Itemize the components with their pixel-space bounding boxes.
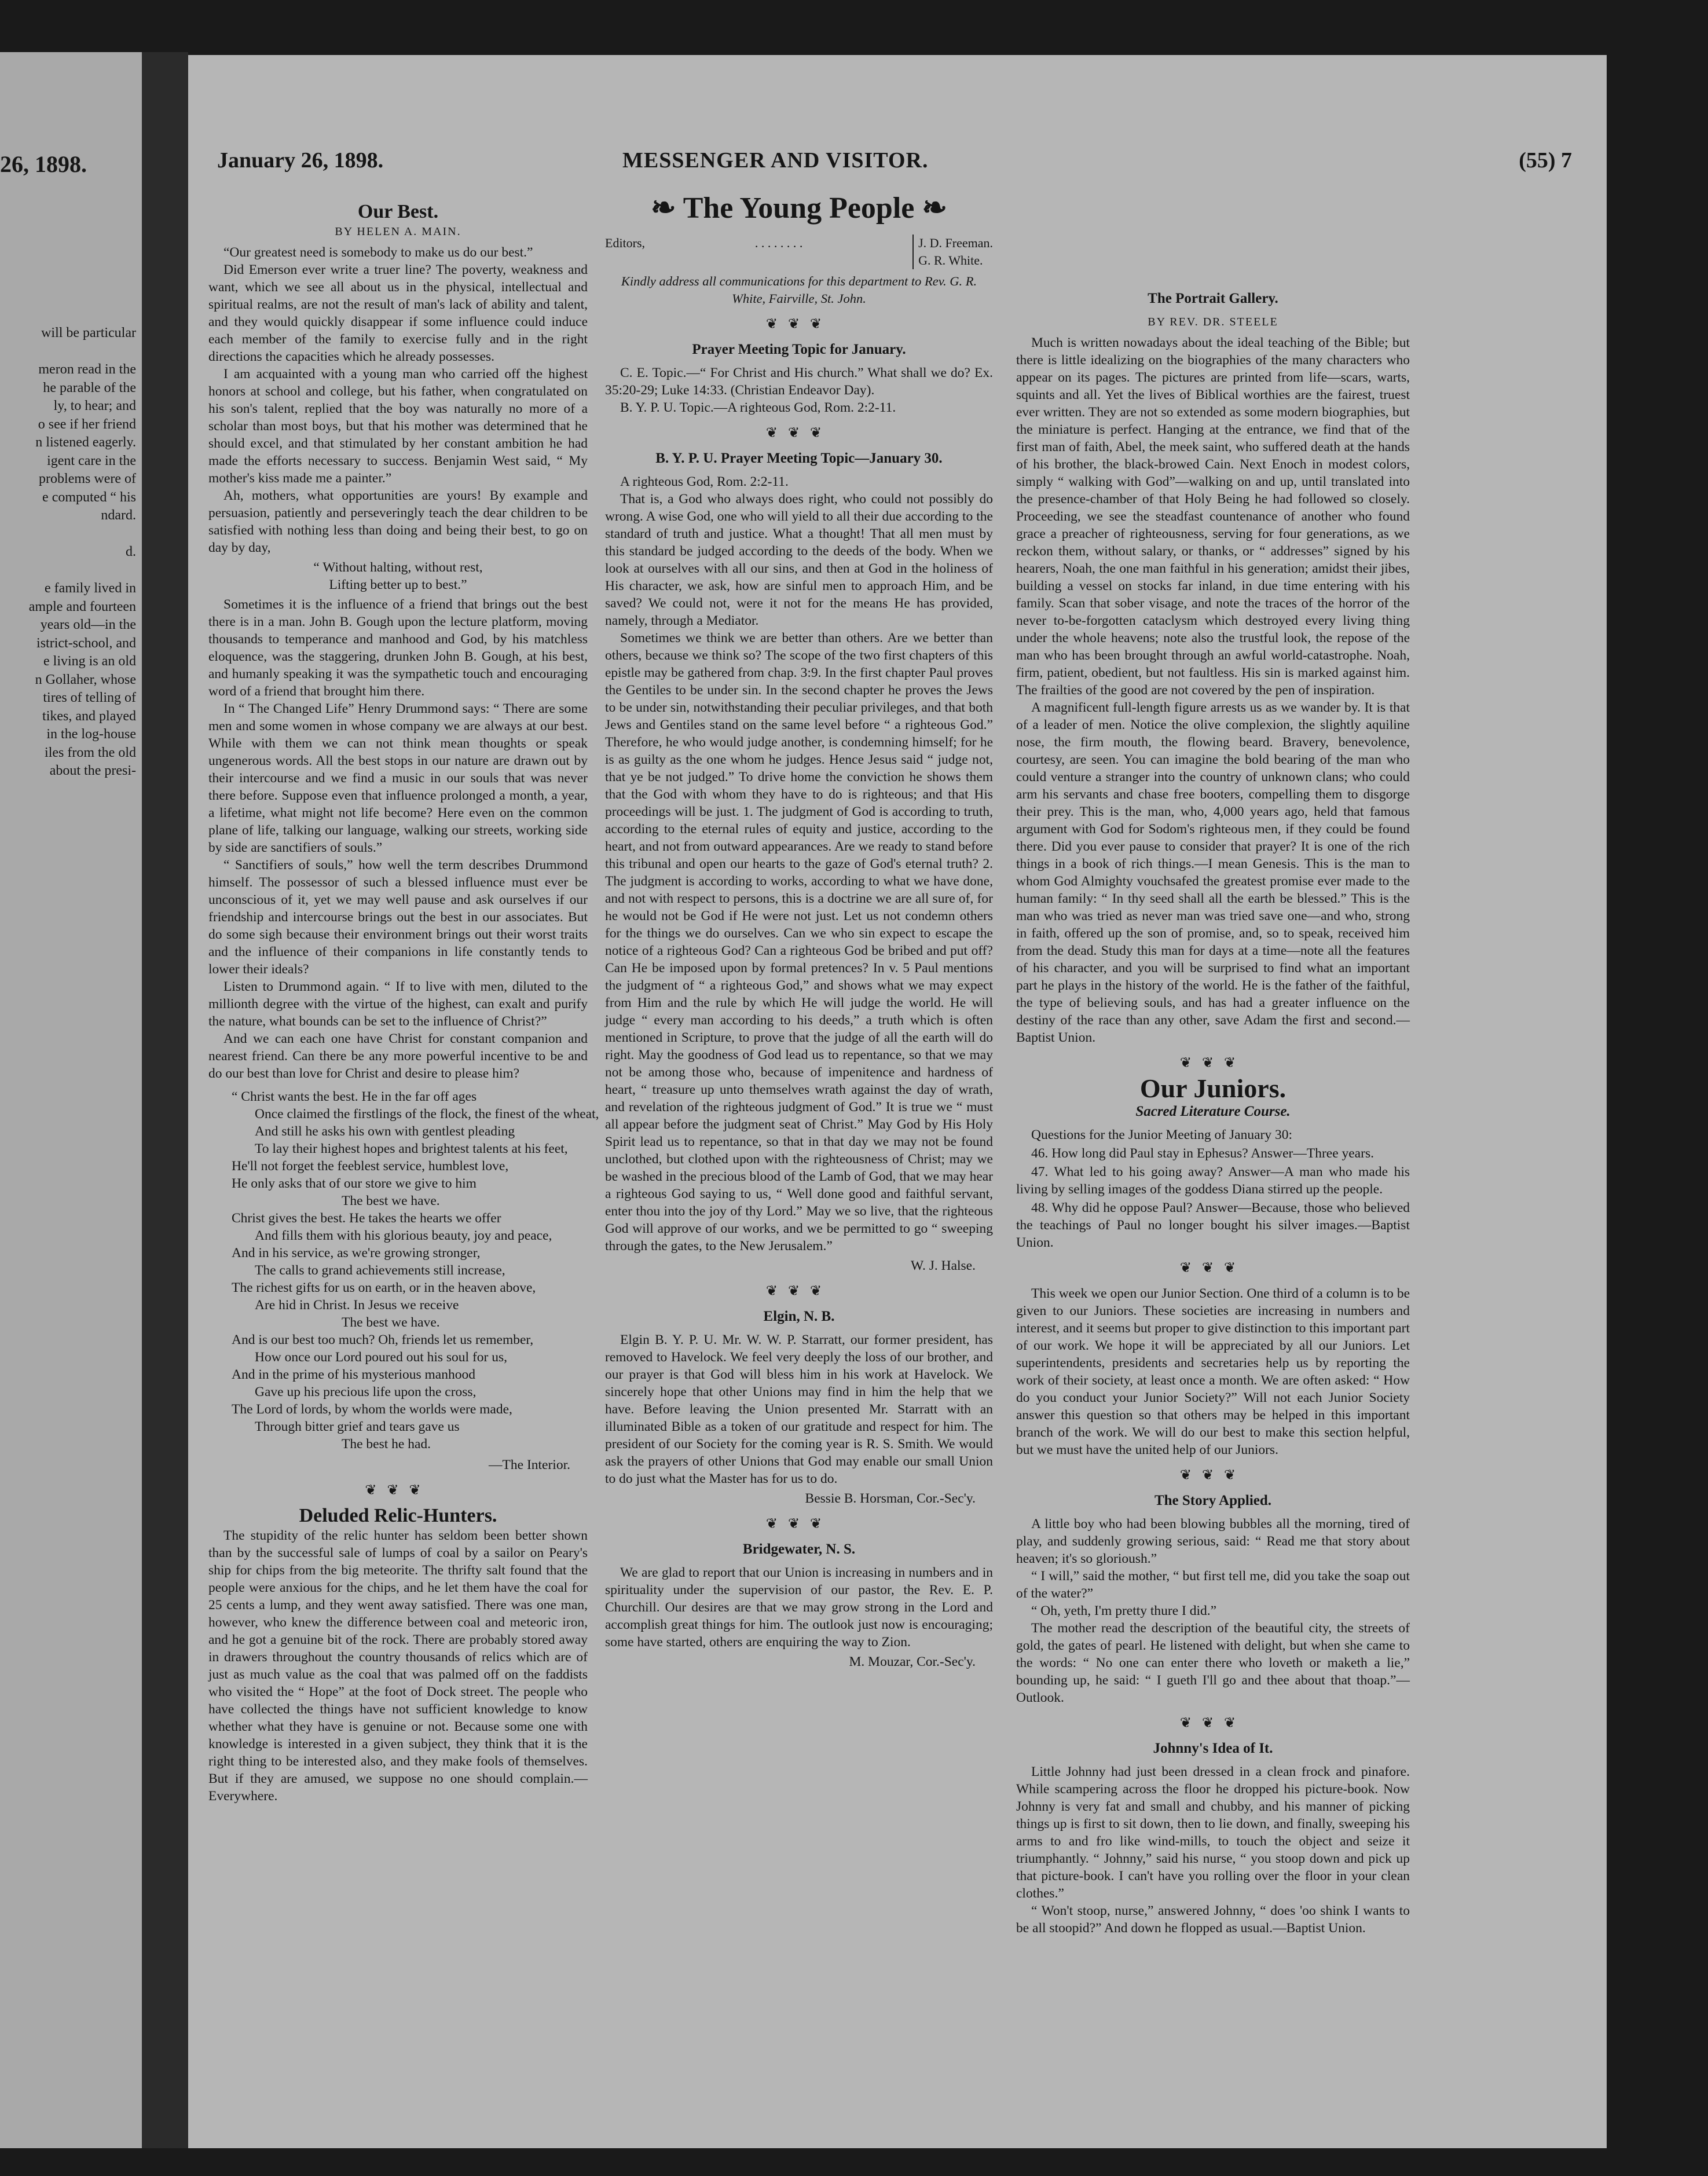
paragraph: The mother read the description of the beautiful city, the streets of gold, the gates of pearl. He listened with delight, but when she came to the words: “ No one can enter there who loveth or maketh a lie,” bounding up, he said: “ I gueth I'll go and thee about that thoap.”—Outlook. bbox=[1016, 1621, 1410, 1705]
column-spacer bbox=[1016, 200, 1410, 287]
poem-line: Once claimed the firstlings of the flock, the finest of the wheat, bbox=[255, 1107, 599, 1122]
newspaper-page bbox=[188, 55, 1607, 2148]
adjacent-page-line: o see if her friend bbox=[38, 416, 136, 432]
paragraph: Much is written nowadays about the ideal teaching of the Bible; but there is little idealizing on the biographies of the many characters who appear on its pages. The pictures are printed from life—scars, warts, squints and all. Yet the lives of Biblical worthies are the fairest, truest ever written. They are not so extended as some modern biographies, but the miniature is perfect. Hanging at the entrance, we find that of the first man of faith, Abel, the meek saint, who suffered death at the hands of his brother, the black-browed Cain. Next Enoch in modest colors, simply “ walking with God”—walking on and up, until translated into the presence-chamber of that Holy Being he had followed so closely. Proceeding, we see the steadfast countenance of another who found grace a preacher of righteousness, serving for four generations, as we reckon them, without salary, or thanks, or “ addresses” signed by his hearers, Noah, the one man faithful in his generation; amidst their jibes, building a vessel on stocks far inland, in due time entering with his family. Scan that sober visage, and note the traces of the horror of the never to-be-forgotten cataclysm which destroyed every living thing under the whole heavens; note also the trustful look, the repose of the man who has been brought through an awful world-catastrophe. Noah, firm, patient, obedient, but not faultless. His sin is marked against him. The frailties of the good are not covered by the pen of inspiration. bbox=[1016, 335, 1410, 698]
poem-line: The calls to grand achievements still increase, bbox=[255, 1263, 505, 1278]
adjacent-page-line: ly, to hear; and bbox=[53, 398, 136, 413]
adjacent-page-line: tires of telling of bbox=[43, 690, 136, 705]
poem bbox=[232, 1088, 599, 1453]
adjacent-page-strip bbox=[0, 52, 142, 2148]
editors-block: Editors, . . . . . . . . J. D. Freeman. G. R. White. bbox=[605, 235, 993, 269]
paragraph: Elgin B. Y. P. U. Mr. W. W. P. Starratt, our former president, has removed to Havelock. We feel very deeply the loss of our brother, and our prayer is that God will bless him in his work at Havelock. We sincerely hope that other Unions may find in him the help that we have. Before leaving the Union presented Mr. Starratt with an illuminated Bible as a token of our gratitude and respect for him. The president of our Society for the coming year is R. S. Smith. We would ask the prayers of other Unions that God may enable our small Union to do just what the Master has for us to do. bbox=[605, 1332, 993, 1486]
quote-line: “ Without halting, without rest, bbox=[313, 560, 483, 575]
subsection-title: Johnny's Idea of It. bbox=[1153, 1741, 1273, 1756]
paragraph: Ah, mothers, what opportunities are yours! By example and persuasion, patiently and perseveringly teach the dear children to be satisfied with nothing less than doing and being their best, to go on day by day, bbox=[208, 488, 588, 555]
poem-line: Through bitter grief and tears gave us bbox=[255, 1419, 460, 1434]
column-2 bbox=[605, 192, 993, 1676]
quote-line: Lifting better up to best.” bbox=[329, 577, 467, 592]
masthead-date: January 26, 1898. bbox=[217, 148, 384, 173]
paragraph: Did Emerson ever write a truer line? The poverty, weakness and want, which we see all about us in the physical, intellectual and spiritual realms, are not the result of man's lack of ability and talent, and they would quickly disappear if some influence could induce each member of the family to exercise fully and in the right directions the capacities which he already possesses. bbox=[208, 262, 588, 364]
paragraph: Listen to Drummond again. “ If to live with men, diluted to the millionth degree with the virtue of the highest, can exalt and purify the nature, what bounds can be set to the influence of Christ?” bbox=[208, 979, 588, 1029]
fleuron-icon: ❧ bbox=[922, 192, 947, 225]
adjacent-page-line: e living is an old bbox=[43, 654, 136, 669]
paragraph: “ Sanctifiers of souls,” how well the term describes Drummond himself. The possessor of such a blessed influence must ever be unconscious of it, yet we may well pause and ask ourselves if our friendship and intercourse brings out the best in our associates. But do some sigh because their environment brings out their worst traits and the influence of their companions in life constantly tends to lower their ideals? bbox=[208, 858, 588, 977]
page-gutter bbox=[142, 52, 188, 2148]
poem-line: And in his service, as we're growing stronger, bbox=[232, 1245, 481, 1261]
poem-line: “ Christ wants the best. He in the far off ages bbox=[232, 1089, 477, 1104]
subsection-title: The Story Applied. bbox=[1154, 1493, 1272, 1508]
question-answer: 47. What led to his going away? Answer—A man who made his living by selling images of the goddess Diana stirred up the people. bbox=[1016, 1164, 1410, 1197]
adjacent-page-line bbox=[0, 562, 136, 580]
column-1 bbox=[208, 200, 599, 1805]
adjacent-page-text bbox=[0, 324, 136, 781]
paragraph: “ I will,” said the mother, “ but first tell me, did you take the soap out of the water?” bbox=[1016, 1569, 1410, 1601]
adjacent-page-line: e family lived in bbox=[45, 581, 136, 596]
poem-line: Are hid in Christ. In Jesus we receive bbox=[255, 1298, 459, 1313]
paragraph: “ Won't stoop, nurse,” answered Johnny, “ does 'oo shink I wants to be all stoopid?” And down he flopped as usual.—Baptist Union. bbox=[1016, 1903, 1410, 1936]
adjacent-page-line bbox=[0, 343, 136, 361]
subsection-title: Prayer Meeting Topic for January. bbox=[692, 342, 906, 357]
adjacent-page-line: problems were of bbox=[39, 471, 136, 486]
paragraph: “Our greatest need is somebody to make us do our best.” bbox=[223, 245, 533, 260]
paragraph: This week we open our Junior Section. One third of a column is to be given to our Juniors. These societies are increasing in numbers and interest, and it seems but proper to give distinction to this important part of our work. We hope it will be appreciated by all our Juniors. Let superintendents, presidents and secretaries help us by reporting the work of their society, at least once a month. We are often asked: “ How do you conduct your Junior Society?” Will not each Junior Society answer this question so that others may be helped in this important branch of the work. We will do our best to make this section helpful, but we must have the united help of our Juniors. bbox=[1016, 1286, 1410, 1457]
poem-line: Christ gives the best. He takes the hearts we offer bbox=[232, 1211, 501, 1226]
paragraph: Little Johnny had just been dressed in a clean frock and pinafore. While scampering across the floor he dropped his picture-book. Now Johnny is very fat and small and chubby, and his manner of picking things up is first to sit down, then to lie down, and finally, sweeping his arms to and fro like wind-mills, to touch the object and seize it triumphantly. “ Johnny,” said his nurse, “ you stoop down and pick up that picture-book. I can't have you rolling over the floor in your clean clothes.” bbox=[1016, 1764, 1410, 1901]
paragraph: The stupidity of the relic hunter has seldom been better shown than by the successful sale of lumps of coal by a sailor on Peary's ship for chips from the big meteorite. The thrifty salt found that the people were anxious for the chips, and he let them have the coal for 25 cents a lump, and they went away satisfied. There was one man, however, who knew the difference between coal and meteoric iron, and he got a genuine bit of the rock. There are probably stored away in drawers throughout the country thousands of relics which are of just as much value as the coal that was palmed off on the faddists who visited the “ Hope” at the foot of Dock street. The people who have collected the things have not sufficient knowledge to know whether what they have is genuine or not. Because some one with knowledge is interested in a given subject, they think that it is the right thing to be interested also, and they make fools of themselves. But if they are amused, we suppose no one should complain.—Everywhere. bbox=[208, 1528, 588, 1804]
adjacent-page-date: 26, 1898. bbox=[0, 151, 87, 177]
quotation bbox=[208, 559, 588, 594]
adjacent-page-line: n listened eagerly. bbox=[35, 435, 136, 450]
adjacent-page-line: he parable of the bbox=[43, 380, 136, 395]
column-3 bbox=[1016, 200, 1410, 1937]
poem-line: To lay their highest hopes and brightest talents at his feet, bbox=[255, 1141, 568, 1156]
poem-line: And fills them with his glorious beauty, joy and peace, bbox=[255, 1228, 552, 1243]
adjacent-page-line: about the presi- bbox=[49, 763, 136, 778]
subsection-title: B. Y. P. U. Prayer Meeting Topic—January 30. bbox=[655, 450, 943, 466]
paragraph: “ Oh, yeth, I'm pretty thure I did.” bbox=[1031, 1603, 1217, 1618]
poem-line: The best we have. bbox=[342, 1315, 440, 1330]
question-answer: 48. Why did he oppose Paul? Answer—Because, those who believed the teachings of Paul no longer bought his silver images.—Baptist Union. bbox=[1016, 1200, 1410, 1250]
adjacent-page-line: ndard. bbox=[101, 508, 136, 523]
masthead-page-number: (55) 7 bbox=[1519, 148, 1572, 173]
section-divider: ❦❦❦ bbox=[765, 1516, 833, 1532]
paragraph: That is, a God who always does right, who could not possibly do wrong. A wise God, one who will yield to all their due according to the standard of truth and justice. What a thought! That all men must by this standard be judged according to the deeds of the body. When we look at ourselves with all our sins, and then at God in the holiness of His character, we ask, how are sinful men to approach Him, and be saved? We could not, were it not for the means He has provided, namely, through a Mediator. bbox=[605, 492, 993, 628]
article-byline: BY HELEN A. MAIN. bbox=[335, 225, 461, 238]
section-title-text: The Young People bbox=[683, 192, 915, 225]
adjacent-page-line: years old—in the bbox=[40, 617, 136, 632]
poem-line: The richest gifts for us on earth, or in the heaven above, bbox=[232, 1280, 536, 1295]
section-title-our-juniors: Our Juniors. bbox=[1139, 1074, 1287, 1103]
editor-name: J. D. Freeman. bbox=[918, 236, 993, 250]
adjacent-page-line: ample and fourteen bbox=[28, 599, 136, 614]
section-divider: ❦❦❦ bbox=[1179, 1261, 1247, 1276]
paragraph: And we can each one have Christ for constant companion and nearest friend. Can there be any more powerful incentive to be and do our best than love for Christ and desire to please him? bbox=[208, 1031, 588, 1081]
adjacent-page-line: will be particular bbox=[41, 325, 136, 340]
poem-line: The Lord of lords, by whom the worlds were made, bbox=[232, 1402, 512, 1417]
adjacent-page-line: n Gollaher, whose bbox=[35, 672, 136, 687]
adjacent-page-line: e computed “ his bbox=[42, 489, 136, 505]
paragraph: B. Y. P. U. Topic.—A righteous God, Rom. 2:2-11. bbox=[620, 400, 896, 415]
paragraph: Sometimes we think we are better than others. Are we better than others, because we think so? The scope of the two first chapters of this epistle may be gathered from chap. 3:9. In the first chapter Paul proves the Gentiles to be under sin. In the second chapter he proves the Jews to be under sin, notwithstanding their peculiar privileges, and that both Jews and Gentiles stand on the same level before “ a righteous God.” Therefore, he who would judge another, is condemning himself; for he is as guilty as the one whom he judges. Hence Jesus said “ judge not, that ye be not judged.” To drive home the conviction he shows them that the God with whom they have to do is righteous; and that His proceedings will be just. 1. The judgment of God is according to truth, according to the eternal rules of equity and justice, according to the heart, and not from outward appearances. Are we ready to stand before this tribunal and open our hearts to the gaze of God's eternal truth? 2. The judgment is according to works, according to what we have done, and not with respect to persons, this is a doctrine we are all sure of, for he would not be God if He were not just. Let us not condemn others for the things we do ourselves. Can we who sin expect to escape the notice of a righteous God? Can a righteous God be bribed and put off? Can He be imposed upon by formal pretences? In v. 5 Paul mentions the judgment of “ a righteous God,” and shows what we may expect from Him and the rule by which He will judge the world. He will judge “ every man according to his deeds,” a truth which is often mentioned in Scripture, to prove that the judge of all the earth will do right. May the goodness of God lead us to repentance, so that we may not be among those who, because of impenitence and hardness of heart, “ treasure up unto themselves wrath against the day of wrath, and revelation of the righteous judgment of God.” It is true we “ must all appear before the judgment seat of Christ.” May God by His Holy Spirit lead us to repentance, so that in that day we may not be found unclothed, but clothed upon with the righteousness of Christ; may we be washed in the precious blood of the Lamb of God, that we may hear a righteous God saying to us, “ Well done good and faithful servant, enter thou into the joy of thy Lord.” May we so live, that the righteous God will approve of our works, and we be permitted to go “ sweeping through the gates, to the New Jerusalem.” bbox=[605, 631, 993, 1254]
poem-line: And in the prime of his mysterious manhood bbox=[232, 1367, 475, 1382]
subsection-title: Sacred Literature Course. bbox=[1135, 1104, 1291, 1119]
editor-names bbox=[912, 235, 993, 269]
subsection-title: Bridgewater, N. S. bbox=[742, 1541, 856, 1557]
paragraph: C. E. Topic.—“ For Christ and His church.” What shall we do? Ex. 35:20-29; Luke 14:33. (Christian Endeavor Day). bbox=[605, 365, 993, 398]
adjacent-page-line: meron read in the bbox=[38, 362, 136, 377]
article-title-relic-hunters: Deluded Relic-Hunters. bbox=[299, 1505, 497, 1526]
attribution: —The Interior. bbox=[489, 1457, 570, 1472]
adjacent-page-line: istrict-school, and bbox=[36, 635, 136, 651]
paragraph: In “ The Changed Life” Henry Drummond says: “ There are some men and some women in whose company we are always at our best. While with them we can not think mean thoughts or speak ungenerous words. All the best stops in our nature are drawn out by their intercourse and we find a music in our souls that was never there before. Suppose even that influence prolonged a month, a year, a lifetime, what might not life become? Here even on the common plane of life, talking our language, walking our streets, working side by side are sanctifiers of souls.” bbox=[208, 701, 588, 855]
adjacent-page-line: iles from the old bbox=[45, 745, 136, 760]
poem-line: He only asks that of our store we give to him bbox=[232, 1176, 477, 1191]
author-signature: M. Mouzar, Cor.-Sec'y. bbox=[849, 1654, 976, 1669]
adjacent-page-line: tikes, and played bbox=[42, 708, 136, 724]
paragraph: A righteous God, Rom. 2:2-11. bbox=[620, 474, 789, 489]
subsection-title: Elgin, N. B. bbox=[763, 1309, 835, 1324]
masthead bbox=[188, 148, 1607, 182]
fleuron-icon: ❧ bbox=[651, 192, 676, 225]
adjacent-page-line: igent care in the bbox=[47, 453, 136, 468]
paragraph: A magnificent full-length figure arrests us as we wander by. It is that of a leader of men. Notice the olive complexion, the slightly aquiline nose, the firm mouth, the flowing beard. Bravery, benevolence, courtesy, are seen. You can imagine the bold bearing of the man who could venture a stranger into the country of unknown clans; who could arm his servants and chase free booters, compelling them to disgorge their prey. This is the man, who, 4,000 years ago, held that famous argument with God for Sodom's righteous men, if they could be found there. Did you ever pause to consider that prayer? It is one of the rich things in a book of rich things.—I mean Genesis. This is the man to whom God Almighty vouchsafed the greatest promise ever made to the human family: “ In thy seed shall all the earth be blessed.” This is the man who was tried as never man was tried save one—and who, strong in faith, offered up the son of promise, and, so to speak, received him from the dead. Study this man for days at a time—note all the features of his character, and you will be surprised to find what an important part he plays in the history of the world. He is the father of the faithful, the type of believing souls, and has had a greater influence on the destiny of the race than any other, save Adam the first and second.—Baptist Union. bbox=[1016, 700, 1410, 1045]
paragraph: Questions for the Junior Meeting of January 30: bbox=[1031, 1127, 1292, 1142]
editorial-note: Kindly address all communications for this department to Rev. G. R. White, Fairville, St. John. bbox=[621, 274, 977, 306]
section-divider: ❦❦❦ bbox=[765, 426, 833, 441]
poem-line: He'll not forget the feeblest service, humblest love, bbox=[232, 1159, 509, 1174]
paragraph: Sometimes it is the influence of a friend that brings out the best there is in a man. John B. Gough upon the lecture platform, moving thousands to temperance and manhood and God, by his matchless eloquence, was the staggering, drunken John B. Gough, at his best, and humanly speaking it was the sympathetic touch and encouraging word of a friend that brought him there. bbox=[208, 597, 588, 699]
subsection-title: The Portrait Gallery. bbox=[1148, 291, 1278, 306]
paragraph: A little boy who had been blowing bubbles all the morning, tired of play, and suddenly growing serious, said: “ Read me that story about heaven; it's so glorioush.” bbox=[1016, 1516, 1410, 1566]
paragraph: I am acquainted with a young man who carried off the highest honors at school and college, but his father, when congratulated on his son's talent, replied that the boy was naturally no more of a scholar than most boys, but that his mother was determined that he should excel, and that stimulated by her constant ambition he had made the efforts necessary to success. Benjamin West said, “ My mother's kiss made me a painter.” bbox=[208, 367, 588, 486]
section-divider: ❦❦❦ bbox=[1179, 1716, 1247, 1731]
editors-label: Editors, bbox=[605, 236, 646, 250]
author-signature: Bessie B. Horsman, Cor.-Sec'y. bbox=[805, 1491, 976, 1506]
masthead-title: MESSENGER AND VISITOR. bbox=[622, 148, 929, 173]
question-answer: 46. How long did Paul stay in Ephesus? Answer—Three years. bbox=[1031, 1146, 1374, 1161]
section-divider: ❦❦❦ bbox=[365, 1483, 431, 1498]
paragraph: We are glad to report that our Union is increasing in numbers and in spirituality under the supervision of our pastor, the Rev. E. P. Churchill. Our desires are that we may grow strong in the Lord and accomplish great things for him. The outlook just now is encouraging; some have started, others are enquiring the way to Zion. bbox=[605, 1565, 993, 1650]
section-title-young-people bbox=[605, 192, 993, 225]
editor-name: G. R. White. bbox=[918, 253, 983, 268]
poem-line: The best he had. bbox=[342, 1437, 431, 1452]
section-divider: ❦❦❦ bbox=[1179, 1056, 1247, 1071]
adjacent-page-line bbox=[0, 525, 136, 544]
author-signature: W. J. Halse. bbox=[910, 1258, 976, 1273]
poem-line: And is our best too much? Oh, friends let us remember, bbox=[232, 1332, 534, 1347]
poem-line: The best we have. bbox=[342, 1193, 440, 1208]
article-title-our-best: Our Best. bbox=[357, 201, 439, 222]
adjacent-page-line: d. bbox=[126, 544, 136, 559]
poem-line: Gave up his precious life upon the cross, bbox=[255, 1384, 477, 1400]
poem-line: How once our Lord poured out his soul for us, bbox=[255, 1350, 507, 1365]
section-divider: ❦❦❦ bbox=[1179, 1468, 1247, 1483]
article-byline: BY REV. DR. STEELE bbox=[1148, 316, 1278, 328]
section-divider: ❦❦❦ bbox=[765, 317, 833, 332]
poem-line: And still he asks his own with gentlest pleading bbox=[255, 1124, 515, 1139]
section-divider: ❦❦❦ bbox=[765, 1284, 833, 1299]
adjacent-page-line: in the log-house bbox=[46, 727, 136, 742]
